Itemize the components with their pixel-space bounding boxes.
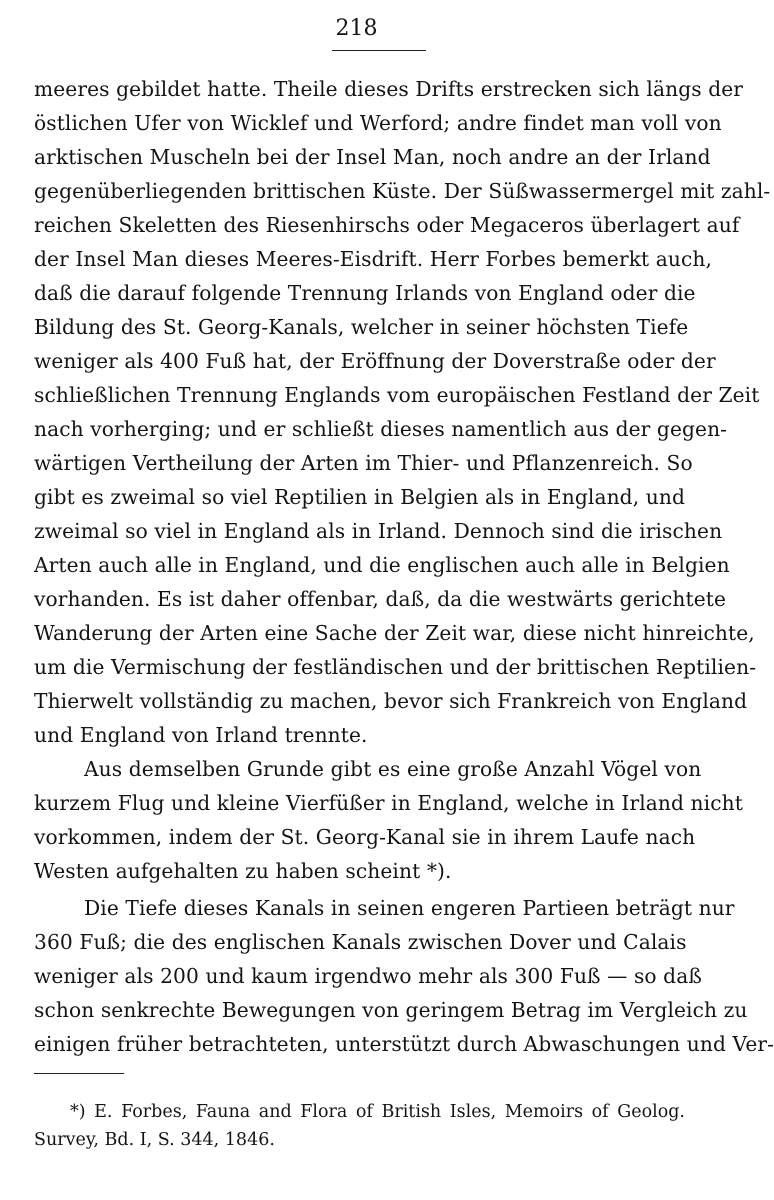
footnote-line: Survey, Bd. I, S. 344, 1846. — [34, 1130, 275, 1150]
text-line: Aus demselben Grunde gibt es eine große Anzahl Vögel von — [84, 757, 702, 781]
text-line: der Insel Man dieses Meeres-Eisdrift. Herr Forbes bemerkt auch, — [34, 247, 713, 271]
text-line: nach vorherging; und er schließt dieses namentlich aus der gegen- — [34, 417, 728, 441]
text-line: weniger als 400 Fuß hat, der Eröffnung der Doverstraße oder der — [34, 349, 716, 373]
text-line: vorkommen, indem der St. Georg-Kanal sie in ihrem Laufe nach — [34, 825, 696, 849]
footnote-rule — [34, 1073, 124, 1074]
text-line: vorhanden. Es ist daher offenbar, daß, da die westwärts gerichtete — [34, 587, 727, 611]
text-line: Westen aufgehalten zu haben scheint *). — [34, 859, 452, 883]
text-line: schließlichen Trennung Englands vom europäischen Festland der Zeit — [34, 383, 760, 407]
text-line: daß die darauf folgende Trennung Irlands von England oder die — [34, 281, 696, 305]
text-line: Wanderung der Arten eine Sache der Zeit war, diese nicht hinreichte, — [34, 621, 755, 645]
text-line: meeres gebildet hatte. Theile dieses Drifts erstrecken sich längs der — [34, 77, 744, 101]
footnote-line: *) E. Forbes, Fauna and Flora of British Isles, Memoirs of Geolog. — [70, 1102, 685, 1122]
text-line: 360 Fuß; die des englischen Kanals zwischen Dover und Calais — [34, 930, 687, 954]
text-line: gibt es zweimal so viel Reptilien in Belgien als in England, und — [34, 485, 685, 509]
text-line: arktischen Muscheln bei der Insel Man, noch andre an der Irland — [34, 145, 711, 169]
text-line: zweimal so viel in England als in Irland. Dennoch sind die irischen — [34, 519, 723, 543]
text-line: einigen früher betrachteten, unterstützt durch Abwaschungen und Ver- — [34, 1032, 774, 1056]
text-line: Bildung des St. Georg-Kanals, welcher in seiner höchsten Tiefe — [34, 315, 689, 339]
text-line: gegenüberliegenden brittischen Küste. Der Süßwassermergel mit zahl- — [34, 179, 771, 203]
text-line: Thierwelt vollständig zu machen, bevor sich Frankreich von England — [34, 689, 748, 713]
text-line: Arten auch alle in England, und die englischen auch alle in Belgien — [34, 553, 730, 577]
text-line: kurzem Flug und kleine Vierfüßer in England, welche in Irland nicht — [34, 791, 743, 815]
text-line: um die Vermischung der festländischen und der brittischen Reptilien- — [34, 655, 757, 679]
text-line: reichen Skeletten des Riesenhirschs oder Megaceros überlagert auf — [34, 213, 740, 237]
header-rule — [332, 50, 426, 51]
text-line: und England von Irland trennte. — [34, 723, 368, 747]
text-line: Die Tiefe dieses Kanals in seinen engeren Partieen beträgt nur — [84, 896, 735, 920]
page-number: 218 — [335, 16, 378, 41]
text-line: östlichen Ufer von Wicklef und Werford; andre findet man voll von — [34, 111, 722, 135]
text-line: weniger als 200 und kaum irgendwo mehr als 300 Fuß — so daß — [34, 964, 702, 988]
text-line: wärtigen Vertheilung der Arten im Thier- und Pflanzenreich. So — [34, 451, 693, 475]
text-line: schon senkrechte Bewegungen von geringem Betrag im Vergleich zu — [34, 998, 748, 1022]
